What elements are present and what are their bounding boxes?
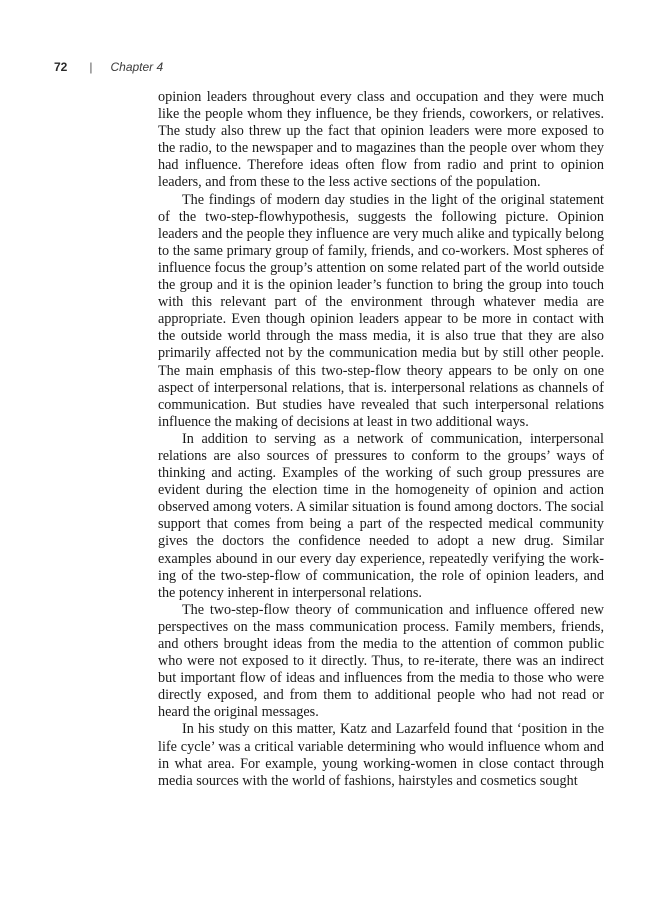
paragraph: The two-step-flow theory of communication and influence offered new perspectives on the mass communication process. Family members, friends, and others brought ideas from the media to the attention of common public who were not exposed to it directly. Thus, to re-iterate, there was an indirect but important flow of ideas and influences from the media to those who were directly exposed, and from them to additional people who had not read or heard the original messages. <box>158 601 604 721</box>
paragraph: The findings of modern day studies in the light of the original statement of the two-step-flowhypothesis, suggests the following picture. Opinion leaders and the people they influence are very much alike and typically belong to the same primary group of family, friends, and co-workers. Most spheres of influence focus the group’s attention on some related part of the world outside the group and it is the opinion leader’s function to bring the group into touch with this relevant part of the environment through whatever media are appropriate. Even though opinion leaders appear to be more in contact with the outside world through the mass media, it is also true that they are also primarily affected not by the communication media but by still other people. The main emphasis of this two-step-flow theory appears to be only on one aspect of interpersonal relations, that is. interpersonal relations as channels of communication. But studies have revealed that such interpersonal relations influence the making of decisions at least in two additional ways. <box>158 191 604 430</box>
paragraph: In his study on this matter, Katz and Lazarfeld found that ‘position in the life cycle’ was a critical variable determining who would influence whom and in what area. For example, young working-women in close contact through media sources with the world of fashions, hairstyles and cosmetics sought <box>158 721 604 789</box>
paragraph: In addition to serving as a network of communication, interpersonal relations are also sources of pressures to conform to the groups’ ways of thinking and acting. Examples of the working of such group pressures are evident during the election time in the homogeneity of opinion and action observed among voters. A similar situation is found among doctors. The social support that comes from being a part of the respected medical community gives the doctors the confidence needed to adopt a new drug. Similar examples abound in our every day experience, repeatedly verifying the working of the two-step-flow of communication, the role of opinion leaders, and the potency inherent in interpersonal relations. <box>158 430 604 601</box>
running-head <box>54 60 163 74</box>
body-text <box>158 89 604 790</box>
header-divider: | <box>89 60 93 74</box>
page-number: 72 <box>54 60 68 74</box>
chapter-label: Chapter 4 <box>110 60 164 74</box>
paragraph-continuation: opinion leaders throughout every class and occupation and they were much like the people whom they influence, be they friends, coworkers, or relatives. The study also threw up the fact that opinion leaders were more exposed to the radio, to the newspaper and to magazines than the people over whom they had influence. Therefore ideas often flow from radio and print to opinion leaders, and from these to the less active sections of the population. <box>158 89 604 191</box>
